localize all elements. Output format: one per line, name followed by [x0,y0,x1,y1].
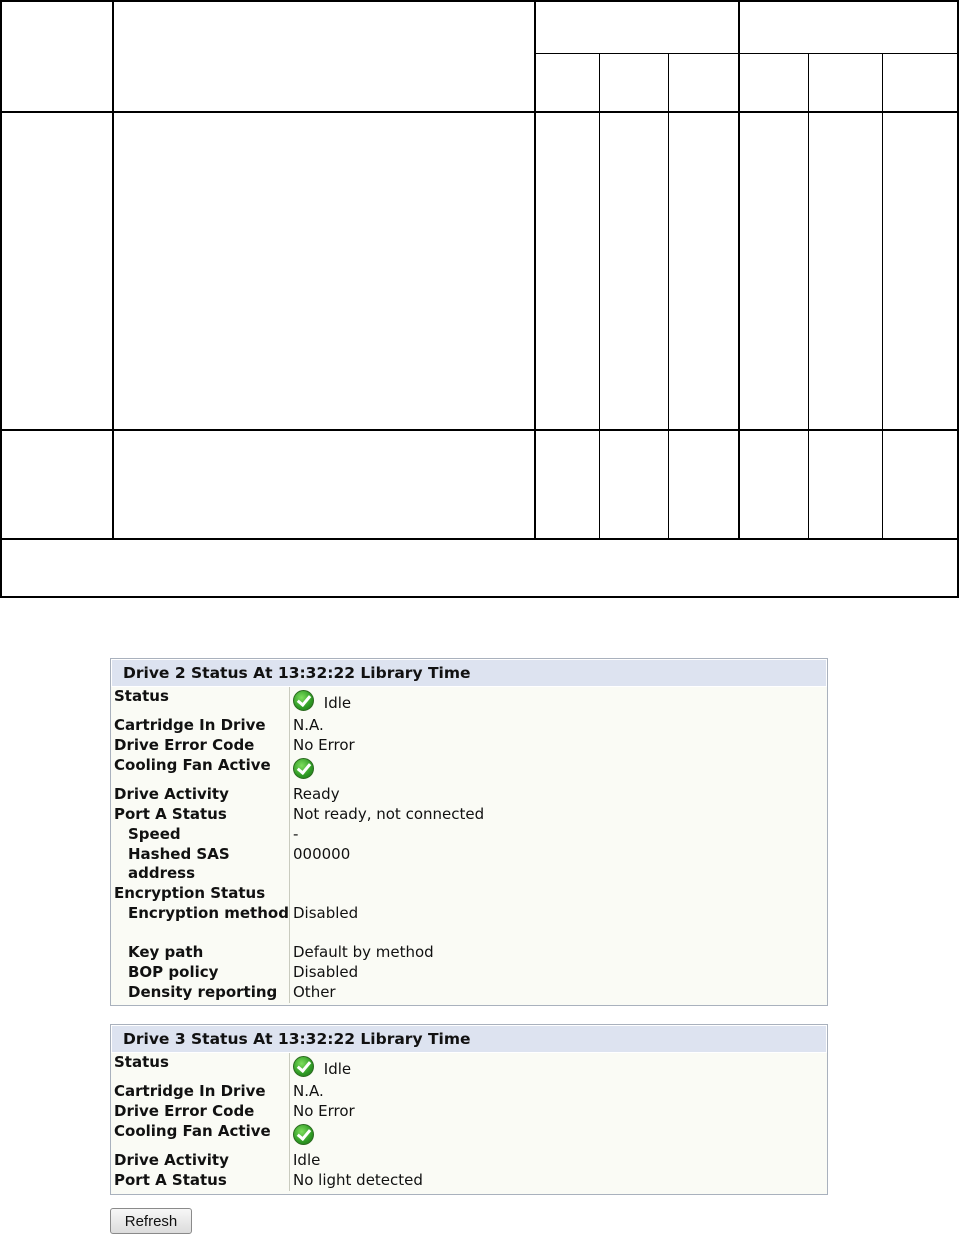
row-value: N.A. [293,1082,324,1100]
drive2-row-error-code [111,736,827,756]
row-label: Cartridge In Drive [111,716,290,736]
row-label: Cooling Fan Active [111,1122,290,1151]
row-label: BOP policy [111,963,290,983]
row-label: Cooling Fan Active [111,756,290,785]
row-value: Disabled [293,904,359,922]
drive3-row-cooling-fan [111,1122,827,1151]
row-label: Drive Error Code [111,736,290,756]
row-label: Hashed SAS address [111,845,290,884]
row-value: 000000 [293,845,351,863]
drive2-row-bop-policy [111,963,827,983]
row-label: Port A Status [111,1171,290,1191]
drive2-row-port-a [111,805,827,825]
drive2-row-density [111,983,827,1003]
row-label: Drive Error Code [111,1102,290,1122]
check-ok-icon [293,758,314,779]
drive2-row-encryption-method [111,904,827,943]
row-value: No light detected [293,1171,423,1189]
drive3-row-port-a [111,1171,827,1191]
row-value: Ready [293,785,340,803]
row-value: Disabled [293,963,359,981]
row-label: Cartridge In Drive [111,1082,290,1102]
drive3-row-status [111,1053,827,1082]
drive2-row-encryption-status [111,884,827,904]
row-value: Idle [323,1060,352,1078]
drive2-row-sas-address [111,845,827,884]
drive2-row-cooling-fan [111,756,827,785]
drive3-status-panel [110,1024,828,1195]
row-label: Key path [111,943,290,963]
row-value: Other [293,983,336,1001]
drive2-row-activity [111,785,827,805]
drive3-row-cartridge [111,1082,827,1102]
row-value: No Error [293,1102,355,1120]
refresh-button[interactable]: Refresh [110,1208,192,1234]
row-value: Not ready, not connected [293,805,485,823]
drive2-row-key-path [111,943,827,963]
drive2-row-status [111,687,827,716]
drive3-row-error-code [111,1102,827,1122]
check-ok-icon [293,690,314,711]
drive2-status-panel [110,658,828,1006]
row-value: Idle [323,694,352,712]
check-ok-icon [293,1124,314,1145]
row-label: Speed [111,825,290,845]
row-label: Density reporting [111,983,290,1003]
row-label: Drive Activity [111,785,290,805]
drive3-panel-title: Drive 3 Status At 13:32:22 Library Time [111,1025,827,1053]
row-label: Status [111,1053,290,1082]
row-label: Port A Status [111,805,290,825]
row-label: Drive Activity [111,1151,290,1171]
drive2-row-cartridge [111,716,827,736]
check-ok-icon [293,1056,314,1077]
row-value: Default by method [293,943,434,961]
row-value: No Error [293,736,355,754]
row-value: N.A. [293,716,324,734]
row-value: Idle [293,1151,321,1169]
row-value: - [293,825,299,843]
row-label: Status [111,687,290,716]
drive2-panel-title: Drive 2 Status At 13:32:22 Library Time [111,659,827,687]
row-value [290,884,827,904]
row-label: Encryption method [111,904,290,943]
drive3-row-activity [111,1151,827,1171]
row-label: Encryption Status [111,884,290,904]
drive2-row-speed [111,825,827,845]
